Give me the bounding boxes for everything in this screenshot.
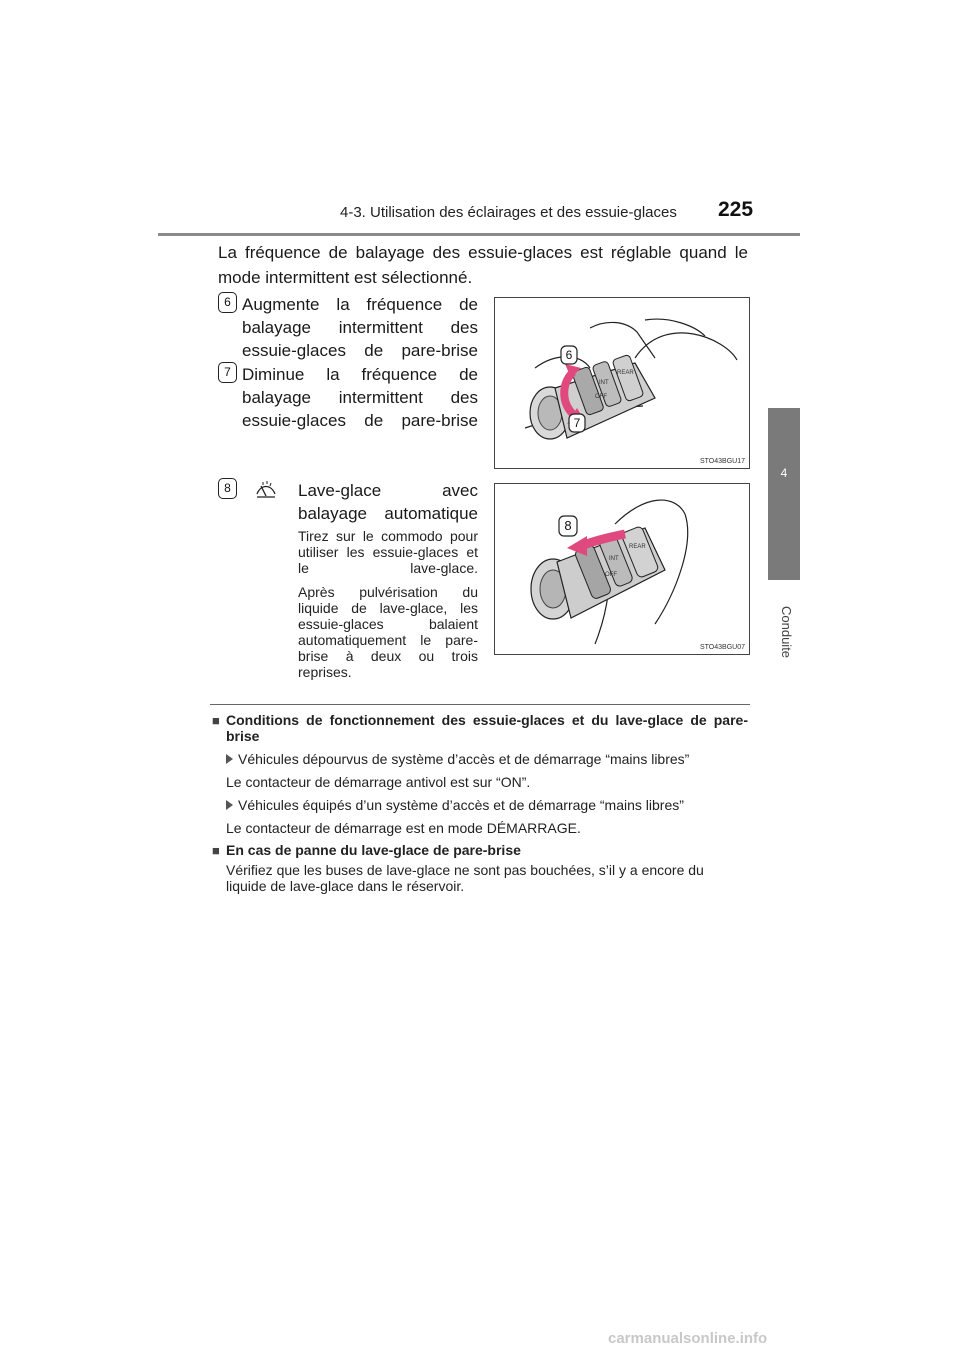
chapter-tab-label: Conduite (779, 606, 794, 659)
callout-marker-7: 7 (218, 362, 237, 383)
note-sub-1: Véhicules dépourvus de système d’accès et de démarrage “mains libres” (226, 751, 748, 767)
intro-paragraph: La fréquence de balayage des essuie-glaces est réglable quand le mode intermittent est sélectionné. (218, 243, 748, 287)
note-text-3: Vérifiez que les buses de lave-glace ne sont pas bouchées, s’il y a encore du liquide de lave-glace dans le réservoir. (226, 862, 704, 894)
figure-code-2: STO43BGU07 (699, 644, 745, 651)
note-heading-2: En cas de panne du lave-glace de pare-brise (226, 842, 521, 858)
figure-code-1: STO43BGU17 (699, 458, 745, 465)
section-divider (210, 704, 750, 705)
item-8-paragraph-2: Après pulvérisation du liquide de lave-glace, les essuie-glaces balaient automatiquement le pare-brise à deux ou trois reprises. (298, 584, 478, 680)
item-8-paragraph-1: Tirez sur le commodo pour utiliser les essuie-glaces et le lave-glace. (298, 528, 478, 576)
watermark: carmanualsonline.info (608, 1330, 768, 1347)
note-bullet-2: ■ (212, 843, 220, 858)
figure-callout-7: 7 (573, 416, 581, 430)
lever-figure-2 (494, 483, 750, 655)
lever-label-rear: REAR (617, 370, 634, 376)
page-number: 225 (718, 198, 754, 221)
item-6-text: Augmente la fréquence de balayage intermittent des essuie-glaces de pare-brise (242, 295, 478, 360)
triangle-bullet-icon (226, 754, 233, 764)
chapter-tab-number: 4 (780, 466, 788, 480)
lever-label-rear-2: REAR (629, 544, 646, 550)
figure-callout-6: 6 (565, 348, 573, 362)
lever-label-int: INT (599, 380, 609, 386)
note-text-1: Le contacteur de démarrage antivol est sur “ON”. (226, 774, 531, 790)
note-heading-1: Conditions de fonctionnement des essuie-glaces et du lave-glace de pare-brise (226, 712, 748, 744)
lever-label-off: OFF (595, 394, 607, 400)
lever-illustration-1 (495, 298, 749, 468)
running-header: 4-3. Utilisation des éclairages et des essuie-glaces (340, 204, 677, 221)
chapter-tab (768, 408, 800, 580)
callout-marker-8: 8 (218, 478, 237, 499)
washer-wiper-icon (255, 478, 277, 500)
lever-label-off-2: OFF (605, 572, 617, 578)
lever-label-int-2: INT (609, 556, 619, 562)
lever-figure-1 (494, 297, 750, 469)
item-7-text: Diminue la fréquence de balayage intermittent des essuie-glaces de pare-brise (242, 365, 478, 430)
note-bullet-1: ■ (212, 713, 220, 728)
figure-callout-8: 8 (564, 518, 572, 533)
note-sub-2: Véhicules équipés d’un système d’accès et de démarrage “mains libres” (226, 797, 748, 813)
note-text-2: Le contacteur de démarrage est en mode DÉMARRAGE. (226, 820, 581, 836)
header-divider (158, 233, 800, 236)
callout-marker-6: 6 (218, 292, 237, 313)
triangle-bullet-icon (226, 800, 233, 810)
item-8-title: Lave-glace avec balayage automatique (298, 481, 478, 523)
lever-illustration-2 (495, 484, 749, 654)
